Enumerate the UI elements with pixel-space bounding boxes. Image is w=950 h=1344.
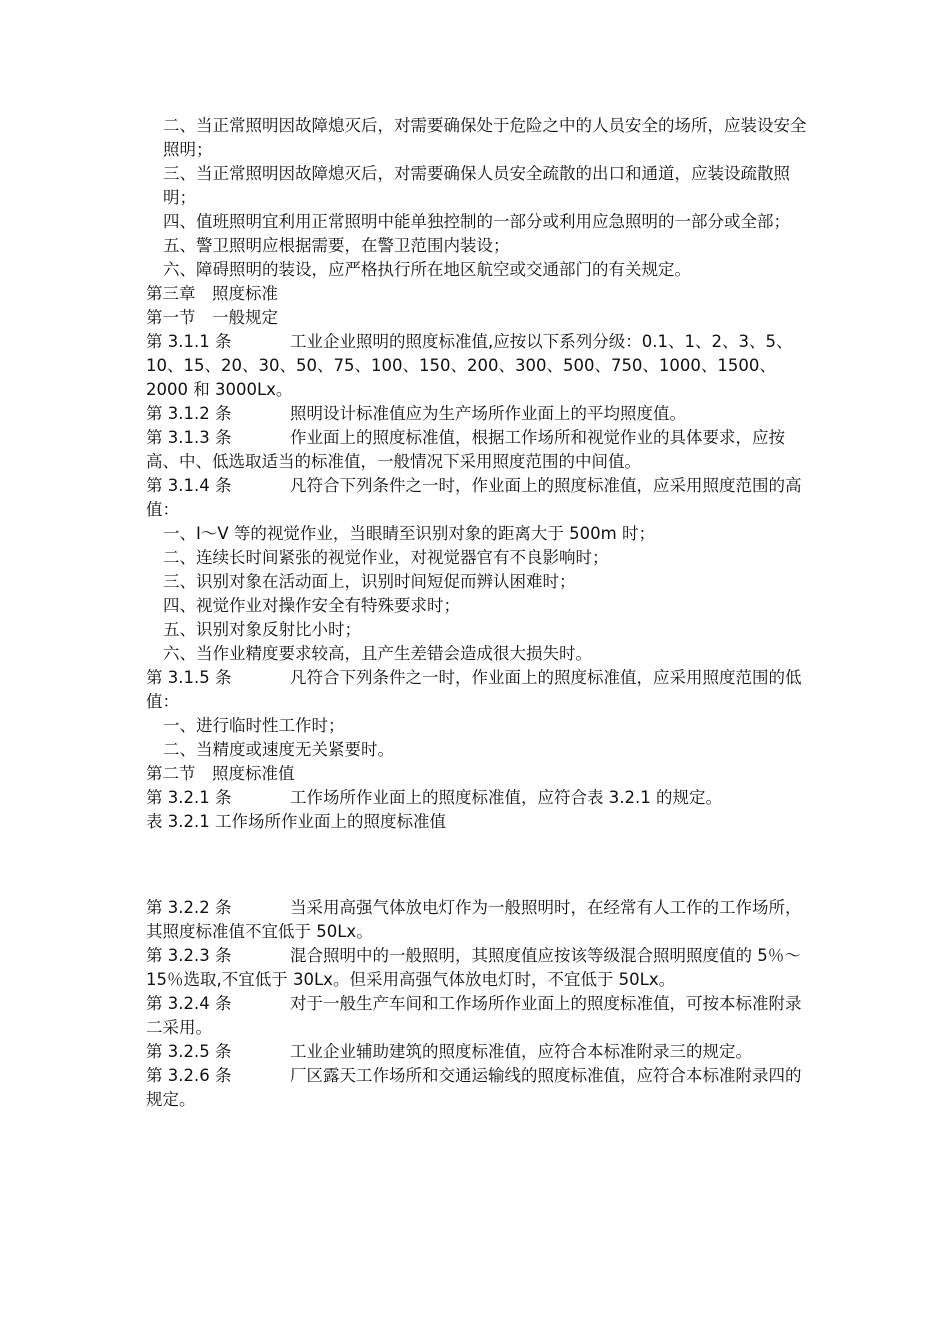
- clause-number: 第 3.2.4 条: [146, 994, 232, 1013]
- list-item: 一、Ⅰ～V 等的视觉作业，当眼睛至识别对象的距离大于 500m 时；: [163, 524, 655, 543]
- list-item: 二、连续长时间紧张的视觉作业，对视觉器官有不良影响时；: [163, 548, 609, 567]
- section-heading: 第一节 一般规定: [146, 308, 278, 327]
- clause-number: 第 3.1.4 条: [146, 476, 232, 495]
- clause-3-2-1: [146, 786, 810, 810]
- clause-3-1-2: [146, 402, 810, 426]
- clause-3-1-5: [146, 666, 810, 714]
- list-item: 二、当正常照明因故障熄灭后，对需要确保处于危险之中的人员安全的场所，应装设安全照明；: [163, 116, 807, 159]
- clause-text: 厂区露天工作场所和交通运输线的照度标准值，应符合本标准附录四的规定。: [146, 1066, 802, 1109]
- list-item: 二、当精度或速度无关紧要时。: [163, 740, 394, 759]
- clause-3-1-4: [146, 474, 810, 522]
- list-item: 五、识别对象反射比小时；: [163, 620, 361, 639]
- clause-text: 对于一般生产车间和工作场所作业面上的照度标准值，可按本标准附录二采用。: [146, 994, 802, 1037]
- clause-number: 第 3.1.1 条: [146, 332, 232, 351]
- table-placeholder-gap: [146, 834, 810, 896]
- clause-3-2-5: [146, 1040, 810, 1064]
- table-caption: 表 3.2.1 工作场所作业面上的照度标准值: [146, 812, 446, 831]
- list-item: 六、障碍照明的装设，应严格执行所在地区航空或交通部门的有关规定。: [163, 260, 691, 279]
- clause-number: 第 3.1.2 条: [146, 404, 232, 423]
- clause-3-2-3: [146, 944, 810, 992]
- clause-number: 第 3.1.3 条: [146, 428, 232, 447]
- clause-text: 混合照明中的一般照明，其照度值应按该等级混合照明照度值的 5％～15％选取,不宜低于 30Lx。但采用高强气体放电灯时，不宜低于 50Lx。: [146, 946, 801, 989]
- clause-text: 当采用高强气体放电灯作为一般照明时，在经常有人工作的工作场所，其照度标准值不宜低于 50Lx。: [146, 898, 802, 941]
- clause-text: 凡符合下列条件之一时，作业面上的照度标准值，应采用照度范围的高值：: [146, 476, 802, 519]
- clause-text: 工业企业照明的照度标准值,应按以下系列分级：0.1、1、2、3、5、10、15、20、30、50、75、100、150、200、300、500、750、1000、1500、2000 和 3000Lx。: [146, 332, 793, 399]
- list-item: 三、识别对象在活动面上，识别时间短促而辨认困难时；: [163, 572, 576, 591]
- list-item: 一、进行临时性工作时；: [163, 716, 345, 735]
- clause-number: 第 3.2.5 条: [146, 1042, 232, 1061]
- list-item: 四、值班照明宜利用正常照明中能单独控制的一部分或利用应急照明的一部分或全部；: [163, 212, 790, 231]
- list-item: 四、视觉作业对操作安全有特殊要求时；: [163, 596, 460, 615]
- clause-3-1-1: [146, 330, 810, 402]
- clause-number: 第 3.2.3 条: [146, 946, 232, 965]
- list-item: 三、当正常照明因故障熄灭后，对需要确保人员安全疏散的出口和通道，应装设疏散照明；: [163, 164, 790, 207]
- list-item: 六、当作业精度要求较高，且产生差错会造成很大损失时。: [163, 644, 592, 663]
- section-heading: 第二节 照度标准值: [146, 764, 295, 783]
- clause-number: 第 3.1.5 条: [146, 668, 232, 687]
- clause-text: 工作场所作业面上的照度标准值，应符合表 3.2.1 的规定。: [290, 788, 722, 807]
- clause-3-2-6: [146, 1064, 810, 1112]
- clause-3-2-2: [146, 896, 810, 944]
- clause-text: 作业面上的照度标准值，根据工作场所和视觉作业的具体要求，应按高、中、低选取适当的标准值，一般情况下采用照度范围的中间值。: [146, 428, 785, 471]
- document-body: [146, 114, 810, 1112]
- clause-text: 凡符合下列条件之一时，作业面上的照度标准值，应采用照度范围的低值：: [146, 668, 802, 711]
- clause-3-2-4: [146, 992, 810, 1040]
- clause-number: 第 3.2.1 条: [146, 788, 232, 807]
- chapter-heading: 第三章 照度标准: [146, 284, 278, 303]
- list-item: 五、警卫照明应根据需要，在警卫范围内装设；: [163, 236, 510, 255]
- clause-number: 第 3.2.6 条: [146, 1066, 232, 1085]
- clause-text: 照明设计标准值应为生产场所作业面上的平均照度值。: [290, 404, 686, 423]
- clause-text: 工业企业辅助建筑的照度标准值，应符合本标准附录三的规定。: [290, 1042, 752, 1061]
- clause-3-1-3: [146, 426, 810, 474]
- clause-number: 第 3.2.2 条: [146, 898, 232, 917]
